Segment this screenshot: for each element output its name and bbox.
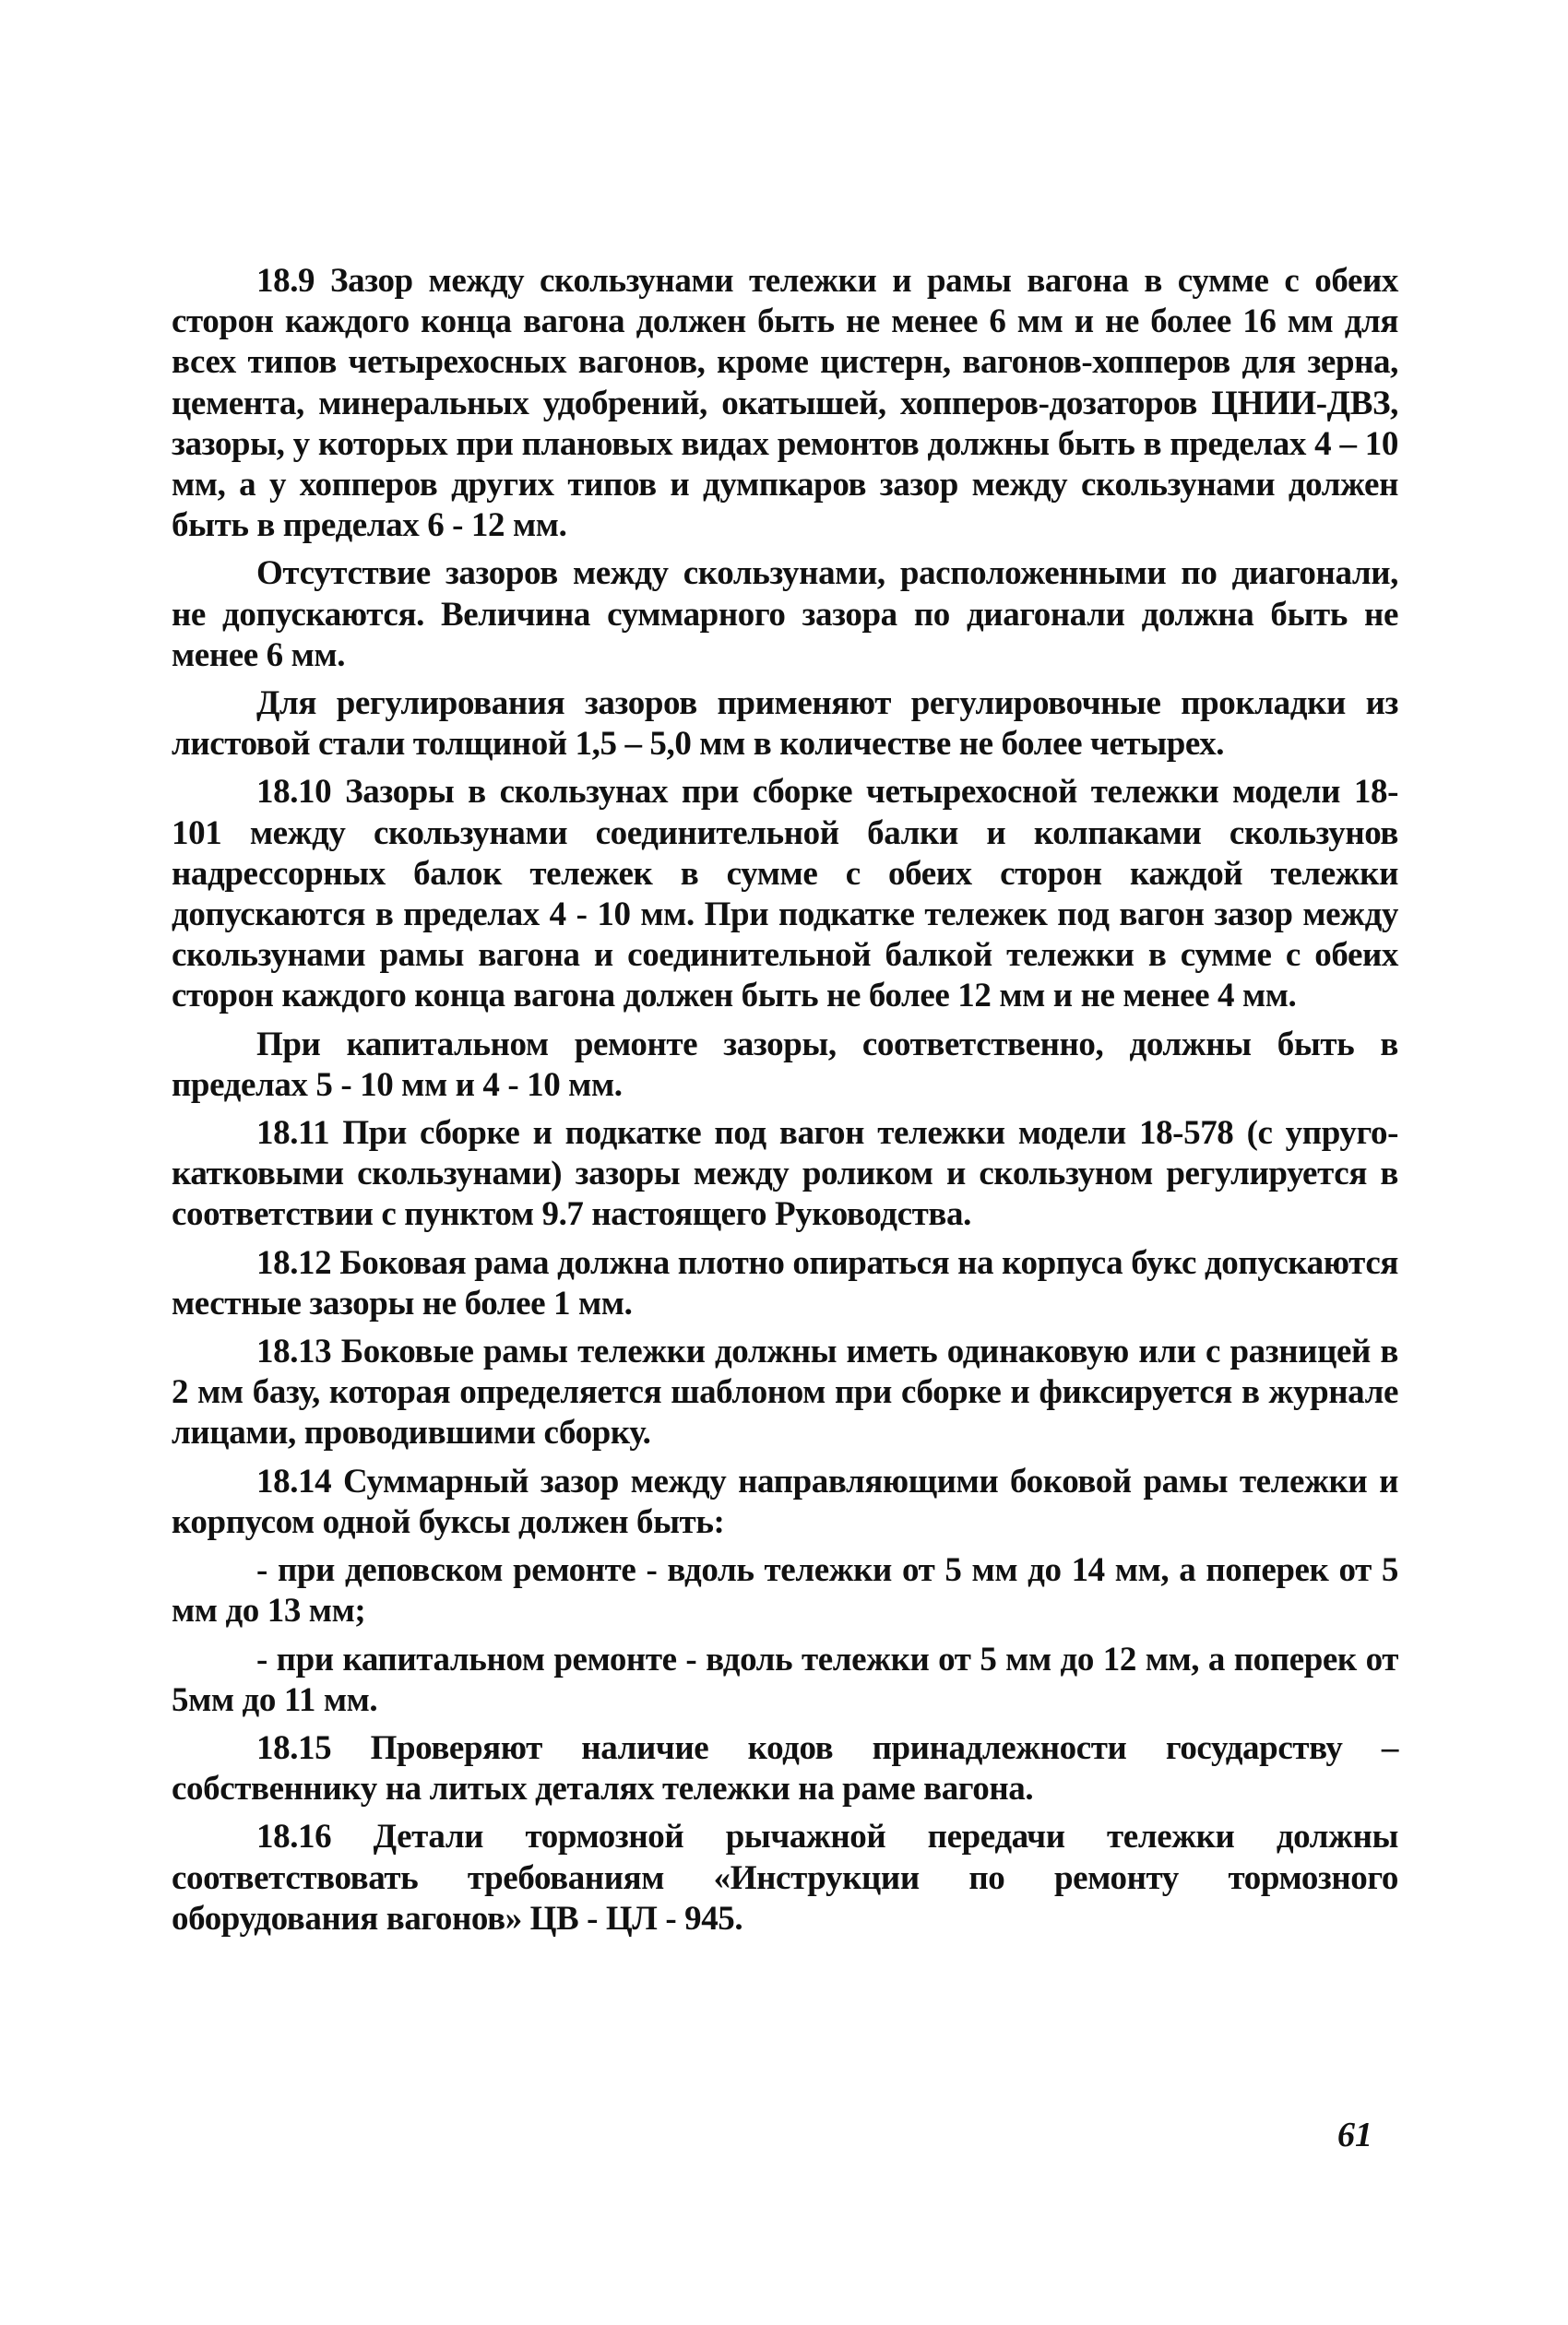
paragraph-18-13: 18.13 Боковые рамы тележки должны иметь одинаковую или с разницей в 2 мм базу, которая определяется шаблоном при сборке и фиксируется в журнале лицами, проводившими сборку. — [172, 1333, 1398, 1453]
paragraph-gap-absence: Отсутствие зазоров между скользунами, расположенными по диагонали, не допускаются. Величина суммарного зазора по диагонали должна быть не менее 6 мм. — [172, 554, 1398, 674]
list-item-capital-repair: - при капитальном ремонте - вдоль тележки от 5 мм до 12 мм, а поперек от 5мм до 11 мм. — [172, 1640, 1398, 1719]
paragraph-18-9: 18.9 Зазор между скользунами тележки и рамы вагона в сумме с обеих сторон каждого конца вагона должен быть не менее 6 мм и не более 16 мм для всех типов четырехосных вагонов, кроме цистерн, вагонов-хопперов для зерна, цемента, минеральных удобрений, окатышей, хопперов-дозаторов ЦНИИ-ДВЗ, зазоры, у которых при плановых видах ремонтов должны быть в пределах 4 – 10 мм, а у хопперов других типов и думпкаров зазор между скользунами должен быть в пределах 6 - 12 мм. — [172, 262, 1398, 545]
paragraph-18-11: 18.11 При сборке и подкатке под вагон тележки модели 18-578 (с упруго-катковыми скользунами) зазоры между роликом и скользуном регулируется в соответствии с пунктом 9.7 настоящего Руководства. — [172, 1114, 1398, 1234]
paragraph-shims: Для регулирования зазоров применяют регулировочные прокладки из листовой стали толщиной 1,5 – 5,0 мм в количестве не более четырех. — [172, 684, 1398, 764]
paragraph-18-16: 18.16 Детали тормозной рычажной передачи тележки должны соответствовать требованиям «Инструкции по ремонту тормозного оборудования вагонов» ЦВ - ЦЛ - 945. — [172, 1818, 1398, 1938]
document-body — [172, 261, 1398, 1947]
paragraph-18-10: 18.10 Зазоры в скользунах при сборке четырехосной тележки модели 18-101 между скользунами соединительной балки и колпаками скользунов надрессорных балок тележек в сумме с обеих сторон каждой тележки допускаются в пределах 4 - 10 мм. При подкатке тележек под вагон зазор между скользунами рамы вагона и соединительной балкой тележки в сумме с обеих сторон каждого конца вагона должен быть не более 12 мм и не менее 4 мм. — [172, 773, 1398, 1015]
paragraph-18-14: 18.14 Суммарный зазор между направляющими боковой рамы тележки и корпусом одной буксы должен быть: — [172, 1462, 1398, 1541]
page-number: 61 — [1337, 2116, 1372, 2154]
paragraph-capital-repair-gaps: При капитальном ремонте зазоры, соответственно, должны быть в пределах 5 - 10 мм и 4 - 10 мм. — [172, 1025, 1398, 1104]
list-item-depot-repair: - при деповском ремонте - вдоль тележки от 5 мм до 14 мм, а поперек от 5 мм до 13 мм; — [172, 1551, 1398, 1631]
paragraph-18-15: 18.15 Проверяют наличие кодов принадлежности государству – собственнику на литых деталях тележки на раме вагона. — [172, 1728, 1398, 1809]
paragraph-18-12: 18.12 Боковая рама должна плотно опираться на корпуса букс допускаются местные зазоры не более 1 мм. — [172, 1243, 1398, 1323]
